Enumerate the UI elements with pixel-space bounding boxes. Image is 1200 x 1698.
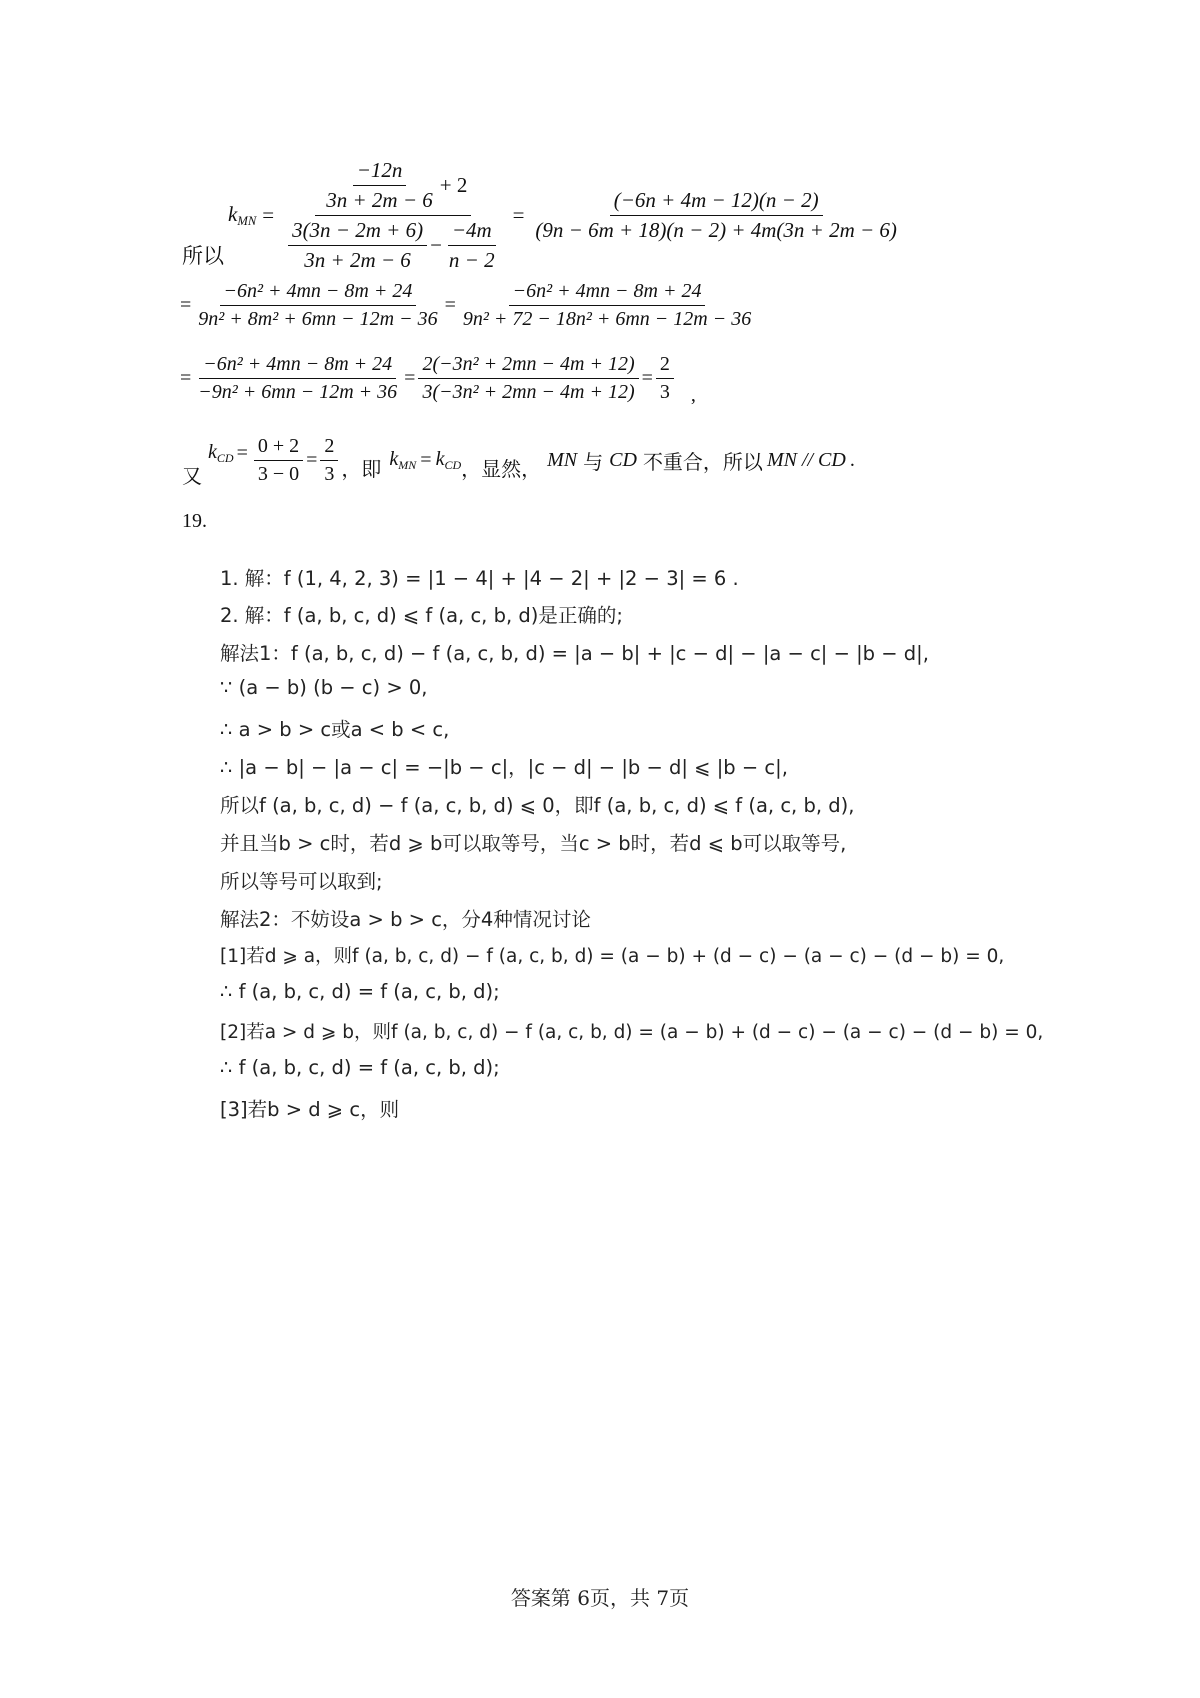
kmn-compound-fraction: $\frac{-12n}{3n + 2m - 6}$ + 2 $\frac{3(3n - 2m + 6)}{3n + 2m - 6}$ − $\frac{-4m}{n - 2}$ — [281, 158, 506, 273]
line2-fraction-b: $\frac{\text{−6n² + 4mn − 8m + 24}}{\text{9n² + 72 − 18n² + 6mn − 12m − 36}}$ — [462, 280, 752, 330]
solution-step-4: ∵ (a − b) (b − c) > 0, — [220, 676, 428, 699]
kmn-inner-right-fraction: $\frac{-4m}{n - 2}$ — [448, 218, 495, 272]
kcd-result-fraction: $\frac{2}{3}$ — [320, 435, 338, 486]
solution-step-15: [3]若b > d ⩾ c，则 — [220, 1098, 400, 1121]
solution-step-1: 1. 解：f (1, 4, 2, 3) = |1 − 4| + |4 − 2| + |2 − 3| = 6 . — [220, 567, 739, 590]
question-number-19: 19. — [182, 510, 207, 532]
solution-step-3: 解法1：f (a, b, c, d) − f (a, c, b, d) = |a − b| + |c − d| − |a − c| − |b − d|, — [220, 642, 929, 665]
equation-line-2: = $\frac{\text{−6n² + 4mn − 8m + 24}}{\text{9n² + 8m² + 6mn − 12m − 36}}$ = $\frac{\text{−6n² + 4mn − 8m + 24}}{\text{9n² + 72 − 18n² + 6mn − 12m − 36}}$ — [180, 280, 758, 331]
solution-step-5: ∴ a > b > c或a < b < c, — [220, 718, 450, 741]
solution-step-9: 所以等号可以取到; — [220, 870, 383, 893]
kmn-second-fraction: $\frac{(-6n + 4m - 12)(n - 2)}{(9n - 6m + 18)(n - 2) + 4m(3n + 2m - 6)}$ — [535, 188, 897, 242]
kmn-inner-top-fraction: $\frac{-12n}{3n + 2m - 6}$ — [326, 158, 433, 212]
equation-line-4: 又 $k_{CD}$ = $\frac{0 + 2}{3 - 0}$ = $\frac{2}{3}$ ，即 $k_{MN}$ = $k_{CD}$ ，显然， MN 与 CD 不重合，所以 MN // CD . — [182, 435, 855, 488]
solution-step-10: 解法2：不妨设a > b > c，分4种情况讨论 — [220, 908, 591, 931]
suoyi-label: 所以 — [182, 244, 224, 268]
solution-step-12: ∴ f (a, b, c, d) = f (a, c, b, d); — [220, 980, 500, 1003]
solution-step-2: 2. 解：f (a, b, c, d) ⩽ f (a, c, b, d)是正确的; — [220, 604, 623, 627]
solution-step-14: ∴ f (a, b, c, d) = f (a, c, b, d); — [220, 1056, 500, 1079]
line3-fraction-b: $\frac{\text{2(−3n² + 2mn − 4m + 12)}}{\text{3(−3n² + 2mn − 4m + 12)}}$ — [418, 353, 638, 404]
kmn-equation: $k_{MN}$ = $\frac{-12n}{3n + 2m - 6}$ + 2 $\frac{3(3n - 2m + 6)}{3n + 2m - 6}$ − $\frac{-4m}{n - 2}$ = $\frac{(-6n + 4m - 12)(n - 2)}{(9n - 6m + 18)(n - 2) + 4m(3n + 2m - 6)}$ — [228, 158, 904, 273]
line3-fraction-c: $\frac{2}{3}$ — [656, 353, 674, 404]
solution-step-11: [1]若d ⩾ a，则f (a, b, c, d) − f (a, c, b, d) = (a − b) + (d − c) − (a − c) − (d − b) = 0, — [220, 946, 1005, 967]
solution-step-8: 并且当b > c时，若d ⩾ b可以取等号，当c > b时，若d ⩽ b可以取等号, — [220, 832, 847, 855]
solution-step-6: ∴ |a − b| − |a − c| = −|b − c|，|c − d| − |b − d| ⩽ |b − c|, — [220, 756, 788, 779]
line2-fraction-a: $\frac{\text{−6n² + 4mn − 8m + 24}}{\text{9n² + 8m² + 6mn − 12m − 36}}$ — [198, 280, 438, 330]
kmn-inner-left-fraction: $\frac{3(3n - 2m + 6)}{3n + 2m - 6}$ — [288, 218, 427, 273]
kmn-symbol: $k_{MN}$ — [228, 202, 257, 228]
solution-step-13: [2]若a > d ⩾ b，则f (a, b, c, d) − f (a, c, b, d) = (a − b) + (d − c) − (a − c) − (d − b) = 0, — [220, 1022, 1044, 1043]
equation-line-3: = $\frac{\text{−6n² + 4mn − 8m + 24}}{\text{−9n² + 6mn − 12m + 36}}$ = $\frac{\text{2(−3n² + 2mn − 4m + 12)}}{\text{3(−3n² + 2mn − 4m + 12)}}$ = $\frac{2}{3}$ , — [180, 353, 696, 406]
solution-step-7: 所以f (a, b, c, d) − f (a, c, b, d) ⩽ 0，即f (a, b, c, d) ⩽ f (a, c, b, d), — [220, 794, 855, 817]
line3-fraction-a: $\frac{\text{−6n² + 4mn − 8m + 24}}{\text{−9n² + 6mn − 12m + 36}}$ — [198, 353, 398, 403]
page-footer: 答案第 6页，共 7页 — [510, 1586, 690, 1610]
kcd-fraction: $\frac{0 + 2}{3 - 0}$ — [254, 435, 303, 486]
